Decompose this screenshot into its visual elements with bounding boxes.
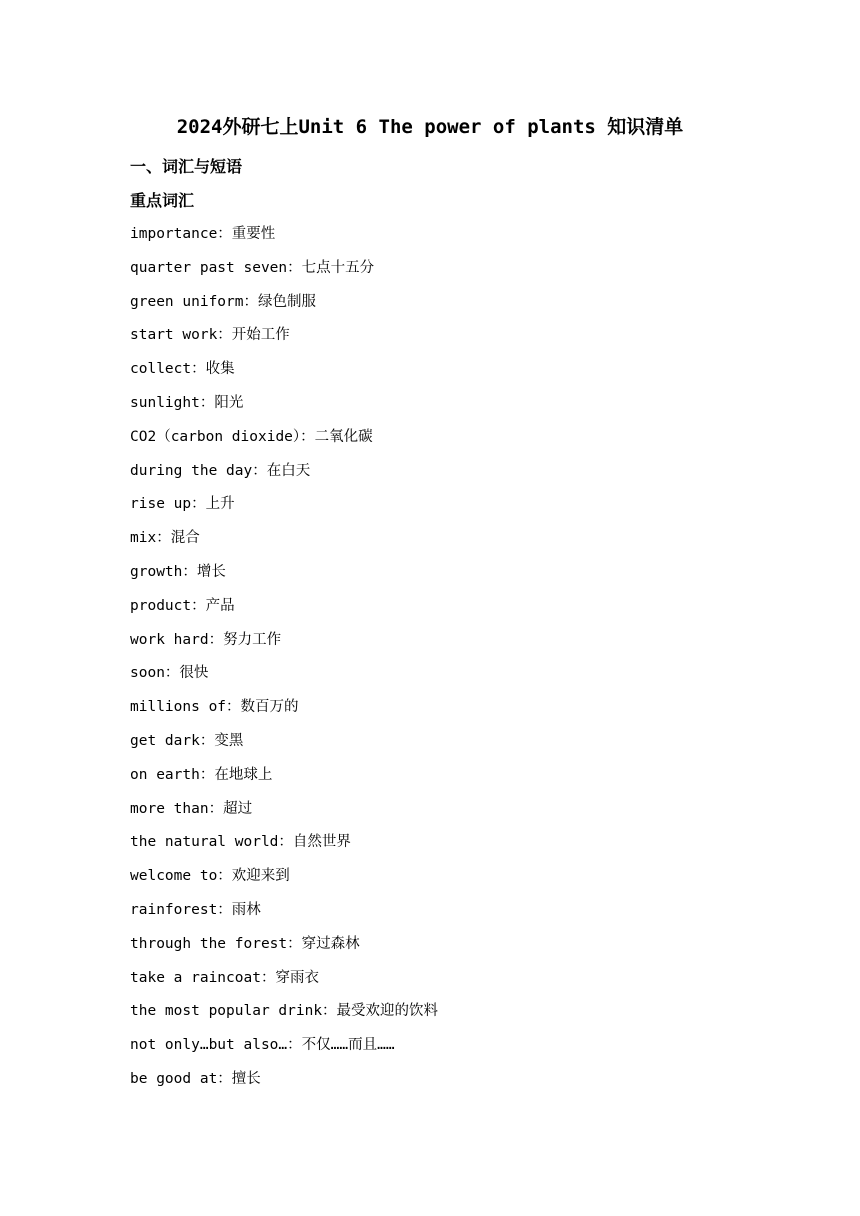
vocabulary-item: work hard：努力工作 [130, 631, 282, 648]
vocabulary-item: not only…but also…：不仅……而且…… [130, 1037, 395, 1054]
vocabulary-item: collect：收集 [130, 361, 235, 378]
vocabulary-item: sunlight：阳光 [130, 394, 244, 411]
vocabulary-item: take a raincoat：穿雨衣 [130, 969, 319, 986]
vocabulary-item: rise up：上升 [130, 496, 235, 513]
vocabulary-item: the natural world：自然世界 [130, 834, 351, 851]
vocabulary-list [130, 223, 438, 1102]
vocabulary-item: quarter past seven：七点十五分 [130, 259, 375, 276]
vocabulary-item: during the day：在白天 [130, 462, 311, 479]
vocabulary-item: rainforest：雨林 [130, 901, 261, 918]
vocabulary-item: the most popular drink：最受欢迎的饮料 [130, 1003, 439, 1020]
vocabulary-item: start work：开始工作 [130, 327, 290, 344]
vocabulary-item: through the forest：穿过森林 [130, 935, 360, 952]
vocabulary-item: growth：增长 [130, 563, 226, 580]
vocabulary-item: more than：超过 [130, 800, 253, 817]
vocabulary-item: get dark：变黑 [130, 732, 244, 749]
vocabulary-item: millions of：数百万的 [130, 699, 299, 716]
vocabulary-item: soon：很快 [130, 665, 209, 682]
vocabulary-item: be good at：擅长 [130, 1070, 261, 1087]
document-title: 2024外研七上Unit 6 The power of plants 知识清单 [176, 116, 684, 138]
vocabulary-item: importance：重要性 [130, 226, 276, 242]
vocabulary-item: mix：混合 [130, 530, 200, 547]
subsection-heading: 重点词汇 [130, 191, 195, 210]
vocabulary-item: on earth：在地球上 [130, 766, 273, 783]
section-heading: 一、词汇与短语 [130, 157, 243, 176]
vocabulary-item: welcome to：欢迎来到 [130, 868, 290, 885]
vocabulary-item: CO2（carbon dioxide）：二氧化碳 [130, 428, 373, 445]
vocabulary-item: product：产品 [130, 597, 235, 614]
vocabulary-item: green uniform：绿色制服 [130, 293, 316, 310]
